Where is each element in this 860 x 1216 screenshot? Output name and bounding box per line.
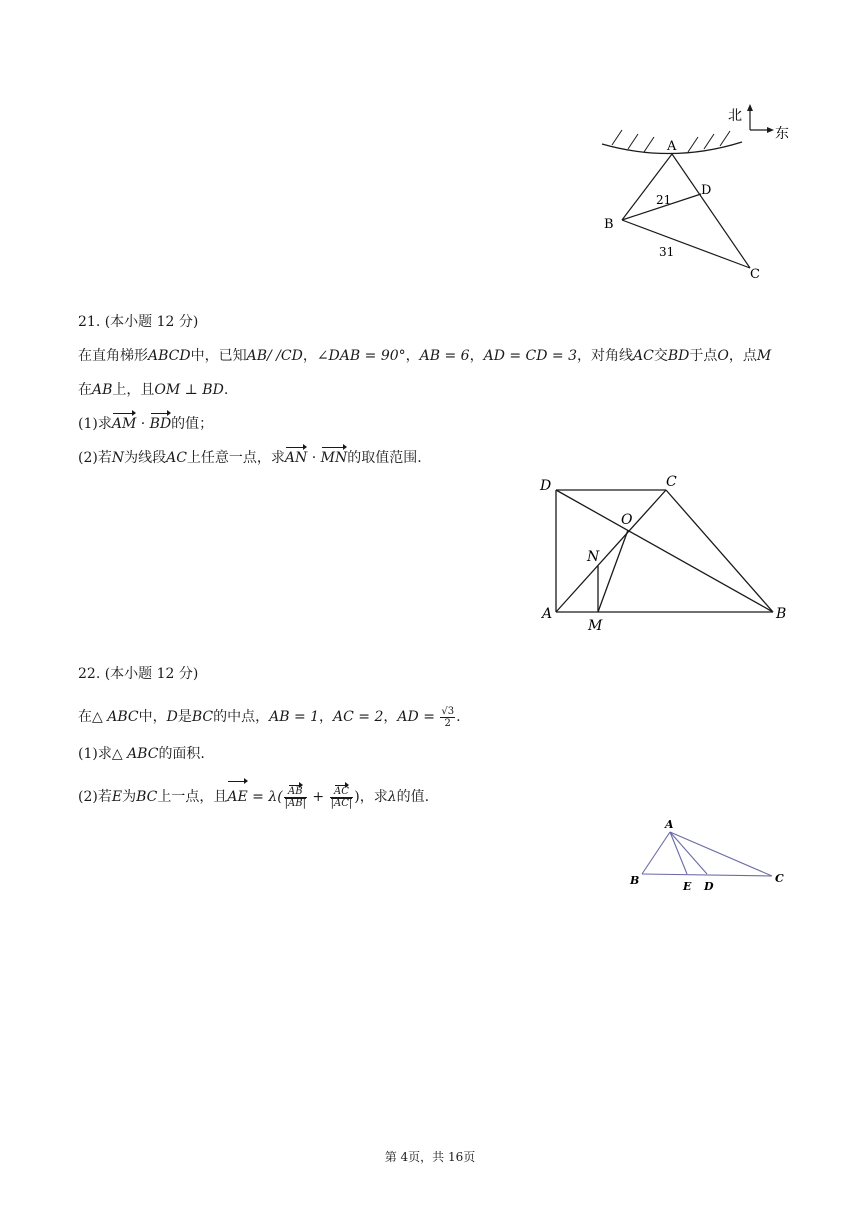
q22-part1 [78, 744, 205, 764]
figure-q22 [620, 812, 800, 898]
figure-q21 [530, 470, 800, 636]
text: 的中点， [213, 709, 270, 725]
point-o-label: O [621, 512, 633, 528]
text: 中， [138, 709, 167, 725]
compass-icon [747, 104, 774, 133]
text: 为线段 [124, 450, 167, 466]
math: AB [92, 382, 113, 398]
math: AD = CD = 3 [483, 348, 578, 364]
math: O [717, 348, 729, 364]
fraction-numerator [330, 786, 354, 798]
text: 的面积. [158, 746, 205, 762]
text: . [223, 382, 229, 398]
page-footer: 第 4页，共 16页 [384, 1150, 476, 1164]
math: M [756, 348, 772, 364]
text: (1)求 [78, 416, 112, 432]
fraction-denominator [330, 798, 354, 809]
q21-statement-line2 [78, 380, 228, 400]
point-c-label: C [750, 267, 760, 282]
text: · [136, 416, 150, 432]
text: 的值. [396, 789, 430, 805]
text: 在直角梯形 [78, 348, 148, 364]
fraction-numerator [284, 786, 307, 798]
text: · [307, 450, 321, 466]
text: 上任意一点，求 [186, 450, 285, 466]
math: AC [166, 450, 187, 466]
text: 中，已知 [190, 348, 247, 364]
text: 在△ [78, 709, 108, 725]
text: 在 [78, 382, 92, 398]
math: λ [387, 789, 397, 805]
math: E [111, 789, 123, 805]
point-a-label: A [542, 606, 553, 622]
point-b-label: B [776, 606, 787, 622]
math: AD = [397, 709, 440, 725]
point-c-label: C [666, 474, 677, 490]
point-a-label: A [665, 818, 674, 831]
math: AC = 2 [333, 709, 384, 725]
fraction [440, 706, 455, 729]
math: ∠DAB = 90° [316, 348, 406, 364]
math: ABC [107, 709, 139, 725]
math: AC [633, 348, 654, 364]
math: ABC [127, 746, 159, 762]
vector: AC [333, 785, 349, 797]
math: BC [191, 709, 214, 725]
vector: BD [149, 416, 172, 432]
text: ，点 [728, 348, 757, 364]
vector: AM [111, 416, 137, 432]
length-bd-label: 21 [656, 193, 672, 207]
figure-q20 [590, 98, 800, 288]
vector: AN [284, 450, 308, 466]
q22-part2 [78, 782, 429, 812]
fraction-numerator: √3 [441, 705, 455, 717]
triangle-abc [622, 154, 750, 268]
math: BD [667, 348, 690, 364]
math: ABCD [148, 348, 191, 364]
text: ，对角线 [577, 348, 634, 364]
math: D [166, 709, 178, 725]
text: 交 [653, 348, 668, 364]
fraction-denominator: 2 [444, 717, 451, 729]
text: 上一点，且 [157, 789, 228, 805]
vector: AB [288, 785, 303, 797]
north-label: 北 [728, 108, 742, 124]
triangle-abc [642, 832, 772, 876]
math: AB = 1 [269, 709, 320, 725]
vector: MN [320, 450, 348, 466]
point-d-label: D [704, 880, 714, 893]
text: ， [302, 348, 317, 364]
text: (1)求△ [78, 746, 128, 762]
text: ， [383, 709, 398, 725]
q21-part2 [78, 448, 422, 468]
text: 是 [177, 709, 192, 725]
math: BC [136, 789, 158, 805]
q21-statement-line1 [78, 346, 771, 366]
point-b-label: B [604, 217, 614, 232]
fraction [284, 786, 307, 809]
text: ， [319, 709, 334, 725]
math: = λ( [247, 789, 283, 805]
math: N [111, 450, 125, 466]
math: AB = 6 [419, 348, 470, 364]
text: (2)若 [78, 450, 112, 466]
point-d-label: D [540, 478, 552, 494]
point-n-label: N [587, 549, 600, 565]
text: . [456, 709, 461, 725]
math: AB/ /CD [246, 348, 303, 364]
fraction-denominator [284, 798, 307, 809]
point-m-label: M [588, 618, 603, 634]
q21-part1 [78, 414, 213, 434]
length-bc-label: 31 [659, 245, 675, 259]
vector-norm: |AB| [284, 797, 306, 809]
text: 的值； [171, 416, 214, 432]
text: )，求 [354, 789, 388, 805]
q22-header: 22. (本小题 12 分) [78, 666, 199, 682]
q22-statement [78, 704, 461, 730]
q21-header: 21. (本小题 12 分) [78, 314, 199, 330]
point-d-label: D [701, 183, 712, 198]
text: 的取值范围. [347, 450, 422, 466]
fraction [330, 786, 354, 809]
text: (2)若 [78, 789, 112, 805]
text: 上，且 [112, 382, 155, 398]
point-a-label: A [667, 139, 677, 154]
point-e-label: E [683, 880, 692, 893]
text: 于点 [689, 348, 718, 364]
text: ， [469, 348, 484, 364]
vector-norm: |AC| [330, 797, 353, 809]
text: + [307, 789, 329, 805]
vector: AE [227, 782, 247, 812]
point-b-label: B [630, 874, 640, 887]
text: 为 [122, 789, 137, 805]
east-label: 东 [775, 126, 789, 142]
math: OM ⊥ BD [154, 382, 224, 398]
point-c-label: C [775, 872, 784, 885]
text: ， [405, 348, 420, 364]
